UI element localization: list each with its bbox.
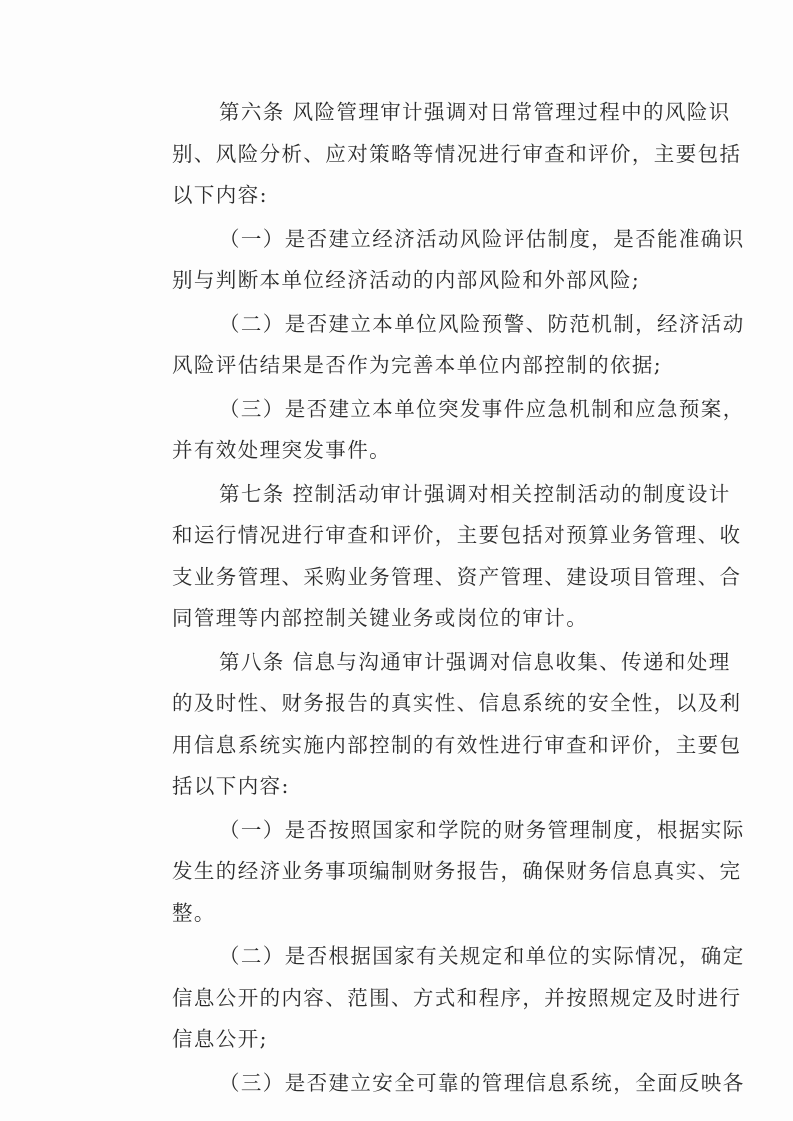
paragraph-article-8-item-2: [125, 936, 745, 1061]
text-line: （一）是否建立经济活动风险评估制度，是否能准确识: [219, 226, 745, 251]
text-line: 第六条 风险管理审计强调对日常管理过程中的风险识: [219, 100, 731, 124]
paragraph-article-6-item-3: [125, 389, 745, 472]
text-line: （三）是否建立安全可靠的管理信息系统，全面反映各: [219, 1070, 745, 1095]
text-line: 信息公开的内容、范围、方式和程序，并按照规定及时进行: [172, 985, 742, 1010]
text-line: 和运行情况进行审查和评价，主要包括对预算业务管理、收: [172, 523, 742, 547]
text-line: 第八条 信息与沟通审计强调对信息收集、传递和处理: [219, 649, 731, 674]
text-line: 风险评估结果是否作为完善本单位内部控制的依据;: [172, 353, 663, 377]
text-line: 发生的经济业务事项编制财务报告，确保财务信息真实、完: [172, 859, 742, 883]
text-line: 第七条 控制活动审计强调对相关控制活动的制度设计: [219, 481, 731, 506]
paragraph-article-7: [125, 474, 742, 640]
document-body: [125, 92, 745, 1104]
text-line: 信息公开;: [172, 1027, 268, 1051]
paragraph-article-6-item-1: [125, 219, 745, 302]
paragraph-article-6-item-2: [125, 304, 745, 387]
text-line: （三）是否建立本单位突发事件应急机制和应急预案，: [219, 396, 745, 421]
paragraph-article-8: [125, 642, 742, 808]
text-line: 别、风险分析、应对策略等情况进行审查和评价，主要包括: [172, 141, 742, 166]
text-line: 整。: [172, 900, 216, 925]
paragraph-article-8-item-3: [125, 1063, 745, 1105]
text-line: 的及时性、财务报告的真实性、信息系统的安全性，以及利: [172, 691, 742, 715]
text-line: 用信息系统实施内部控制的有效性进行审查和评价，主要包: [172, 732, 742, 757]
text-line: 括以下内容:: [172, 774, 290, 798]
text-line: （二）是否建立本单位风险预警、防范机制，经济活动: [219, 311, 745, 336]
text-line: 同管理等内部控制关键业务或岗位的审计。: [172, 606, 589, 630]
text-line: 别与判断本单位经济活动的内部风险和外部风险;: [172, 268, 641, 292]
text-line: 以下内容:: [172, 183, 268, 207]
text-line: （一）是否按照国家和学院的财务管理制度，根据实际: [219, 817, 745, 842]
text-line: 支业务管理、采购业务管理、资产管理、建设项目管理、合: [172, 564, 742, 589]
paragraph-article-6: [125, 92, 742, 217]
text-line: 并有效处理突发事件。: [172, 438, 391, 462]
paragraph-article-8-item-1: [125, 810, 745, 935]
text-line: （二）是否根据国家有关规定和单位的实际情况，确定: [219, 944, 745, 968]
